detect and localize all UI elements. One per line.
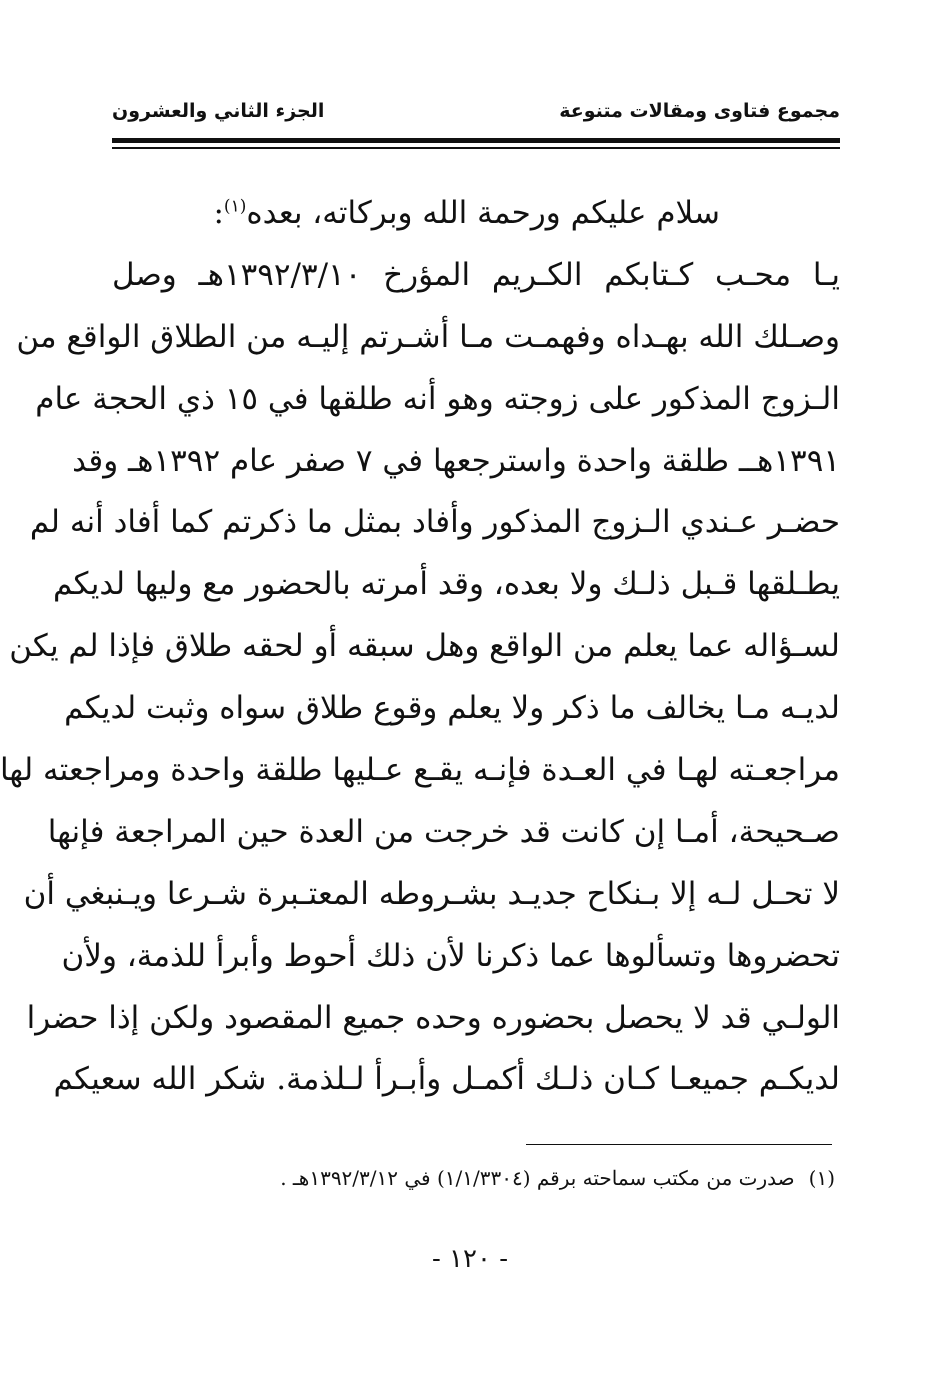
footnote — [280, 1166, 835, 1190]
body-line: لديـه مـا يخالف ما ذكر ولا يعلم وقوع طلاق سواه وثبت لديكم — [64, 690, 840, 727]
body-line: ١٣٩١هــ طلقة واحدة واسترجعها في ٧ صفر عام ١٣٩٢هـ وقد — [72, 442, 840, 479]
greeting-line — [112, 183, 840, 245]
header-rule-thin — [112, 147, 840, 149]
body-line: يطـلقها قـبل ذلـك ولا بعده، وقد أمرته بالحضور مع وليها لديكم — [52, 566, 840, 603]
letter-body — [0, 183, 840, 1111]
page-number: - ١٢٠ - — [431, 1244, 509, 1274]
body-line: لا تحـل لـه إلا بـنكاح جديـد بشـروطه المعتـبرة شـرعا ويـنبغي أن — [23, 875, 840, 912]
body-line: الـزوج المذكور على زوجته وهو أنه طلقها في ١٥ ذي الحجة عام — [35, 380, 840, 417]
footnote-text: صدرت من مكتب سماحته برقم (١/١/٣٣٠٤) في ١٣٩٢/٣/١٢هـ . — [280, 1166, 795, 1190]
greeting-text: سلام عليكم ورحمة الله وبركاته، بعده — [246, 195, 720, 231]
body-line: وصـلك الله بهـداه وفهمـت مـا أشـرتم إليـه من الطلاق الواقع من — [16, 318, 840, 355]
running-header — [112, 100, 840, 130]
greeting-colon: : — [213, 195, 224, 231]
footnote-separator — [526, 1144, 832, 1145]
body-line: تحضروها وتسألوها عما ذكرنا لأن ذلك أحوط وأبرأ للذمة، ولأن — [61, 937, 840, 974]
volume-label: الجزء الثاني والعشرون — [112, 100, 325, 122]
body-line: مراجعـته لهـا في العـدة فإنـه يقـع عـليها طلقة واحدة ومراجعته لها — [0, 752, 840, 789]
body-line: لديكـم جميعـا كـان ذلـك أكمـل وأبـرأ لـلذمة. شكر الله سعيكم — [53, 1061, 840, 1098]
book-title: مجموع فتاوى ومقالات متنوعة — [559, 100, 840, 122]
footnote-number: (١) — [808, 1166, 835, 1190]
body-line: حضـر عـندي الـزوج المذكور وأفاد بمثل ما ذكرتم كما أفاد أنه لم — [29, 504, 840, 541]
body-line: صـحيحة، أمـا إن كانت قد خرجت من العدة حين المراجعة فإنها — [47, 813, 840, 850]
body-line: الولـي قد لا يحصل بحضوره وحده جميع المقصود ولكن إذا حضرا — [26, 999, 840, 1036]
footnote-reference: (١) — [223, 196, 247, 217]
header-rule-thick — [112, 138, 840, 143]
body-line: يـا محـب كـتابكم الكـريم المؤرخ ١٣٩٢/٣/١٠هـ وصل — [112, 256, 840, 293]
body-line: لسـؤاله عما يعلم من الواقع وهل سبقه أو لحقه طلاق فإذا لم يكن — [9, 628, 840, 665]
